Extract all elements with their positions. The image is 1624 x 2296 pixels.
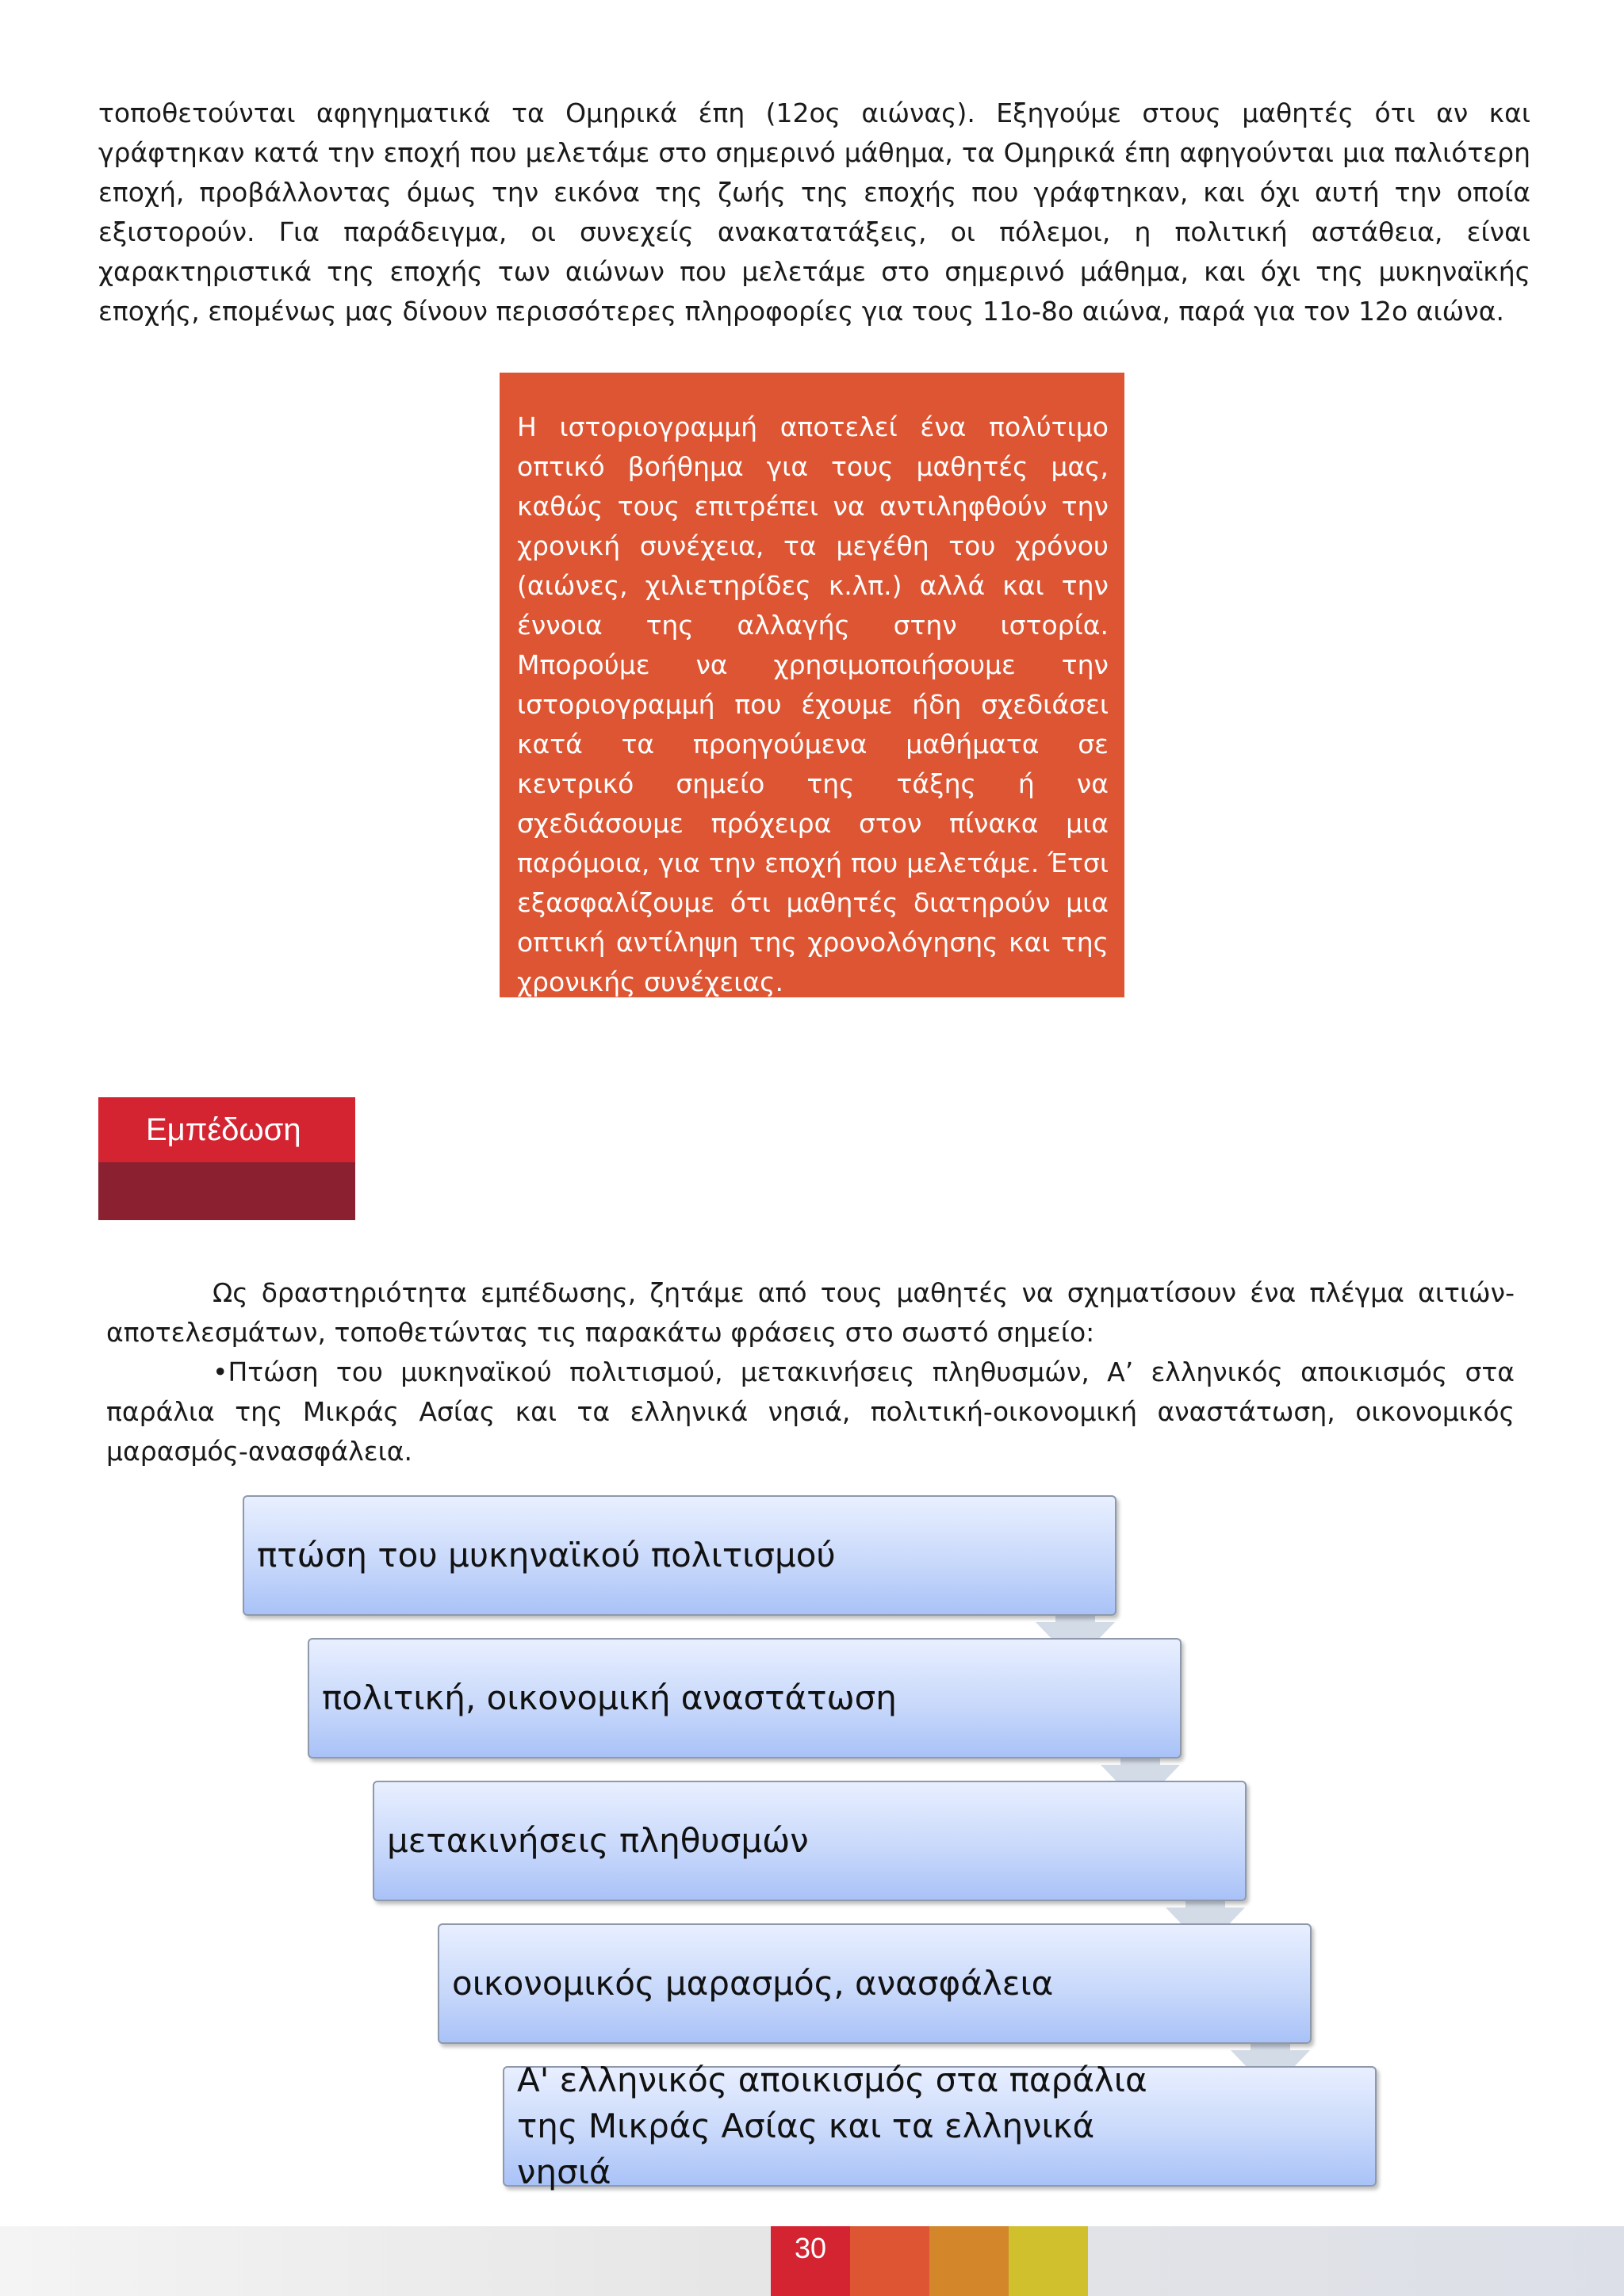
activity-text: Ως δραστηριότητα εμπέδωσης, ζητάμε από τους μαθητές να σχηματίσουν ένα πλέγμα αιτιών- αποτελεσμάτων, τοποθετώντας τις παρακάτω φράσεις στο σωστό σημείο: xyxy=(106,1277,1515,1348)
footer-segment xyxy=(1009,2226,1088,2296)
flow-step-1 xyxy=(243,1495,1116,1616)
flow-step-label: πολιτική, οικονομική αναστάτωση xyxy=(322,1678,897,1717)
flow-step-label: πτώση του μυκηναϊκού πολιτισμού xyxy=(257,1536,836,1575)
callout-text: Η ιστοριογραμμή αποτελεί ένα πολύτιμο οπτικό βοήθημα για τους μαθητές μας, καθώς τους επιτρέπει να αντιληφθούν την χρονική συνέχεια, τα μεγέθη του χρόνου (αιώνες, χιλιετηρίδες κ.λπ.) αλλά και την έννοια της αλλαγής στην ιστορία. Μπορούμε να χρησιμοποιήσουμε την ιστοριογραμμή που έχουμε ήδη σχεδιάσει κατά τα προηγούμενα μαθήματα σε κεντρικό σημείο της τάξης ή να σχεδιάσουμε πρόχειρα στον πίνακα μια παρόμοια, για την εποχή που μελετάμε. Έτσι εξασφαλίζουμε ότι μαθητές διατηρούν μια οπτική αντίληψη της χρονολόγησης και της χρονικής συνέχειας. xyxy=(517,411,1109,997)
bullet-paragraph xyxy=(106,1353,1515,1471)
flow-step-2 xyxy=(308,1638,1182,1758)
flow-step-label: οικονομικός μαρασμός, ανασφάλεια xyxy=(452,1964,1054,2003)
section-tab-bottom xyxy=(98,1162,355,1220)
section-tab xyxy=(98,1097,355,1220)
intro-paragraph: τοποθετούνται αφηγηματικά τα Ομηρικά έπη (12ος αιώνας). Εξηγούμε στους μαθητές ότι αν και γράφτηκαν κατά την εποχή που μελετάμε στο σημερινό μάθημα, τα Ομηρικά έπη αφηγούνται μια παλιότερη εποχή, προβάλλοντας όμως την εικόνα της ζωής της εποχής που γράφτηκαν, και όχι αυτή την οποία εξιστορούν. Για παράδειγμα, οι συνεχείς ανακατατάξεις, οι πόλεμοι, η πολιτική αστάθεια, είναι χαρακτηριστικά της εποχής των αιώνων που μελετάμε στο σημερινό μάθημα, και όχι της μυκηναϊκής εποχής, επομένως μας δίνουν περισσότερες πληροφορίες για τους 11ο-8ο αιώνα, παρά για τον 12ο αιώνα. xyxy=(98,98,1530,327)
footer-segment xyxy=(850,2226,929,2296)
flow-step-label: Α' ελληνικός αποικισμός στα παράλια της Μικράς Ασίας και τα ελληνικά νησιά xyxy=(517,2061,1147,2191)
flow-step-4 xyxy=(438,1923,1312,2044)
flow-step-label: μετακινήσεις πληθυσμών xyxy=(387,1821,809,1860)
page-number: 30 xyxy=(794,2232,827,2264)
flow-step-5 xyxy=(503,2061,1377,2191)
activity-paragraph xyxy=(106,1273,1515,1353)
flow-step-3 xyxy=(373,1781,1247,1901)
footer-segment xyxy=(929,2226,1009,2296)
bullet-text: •Πτώση του μυκηναϊκού πολιτισμού, μετακινήσεις πληθυσμών, Α’ ελληνικός αποικισμός στα παράλια της Μικράς Ασίας και τα ελληνικά νησιά, πολιτική-οικονομική αναστάτωση, οικονομικός μαρασμός-ανασφάλεια. xyxy=(106,1357,1515,1467)
section-title: Εμπέδωση xyxy=(146,1112,301,1147)
callout-box xyxy=(500,373,1124,997)
